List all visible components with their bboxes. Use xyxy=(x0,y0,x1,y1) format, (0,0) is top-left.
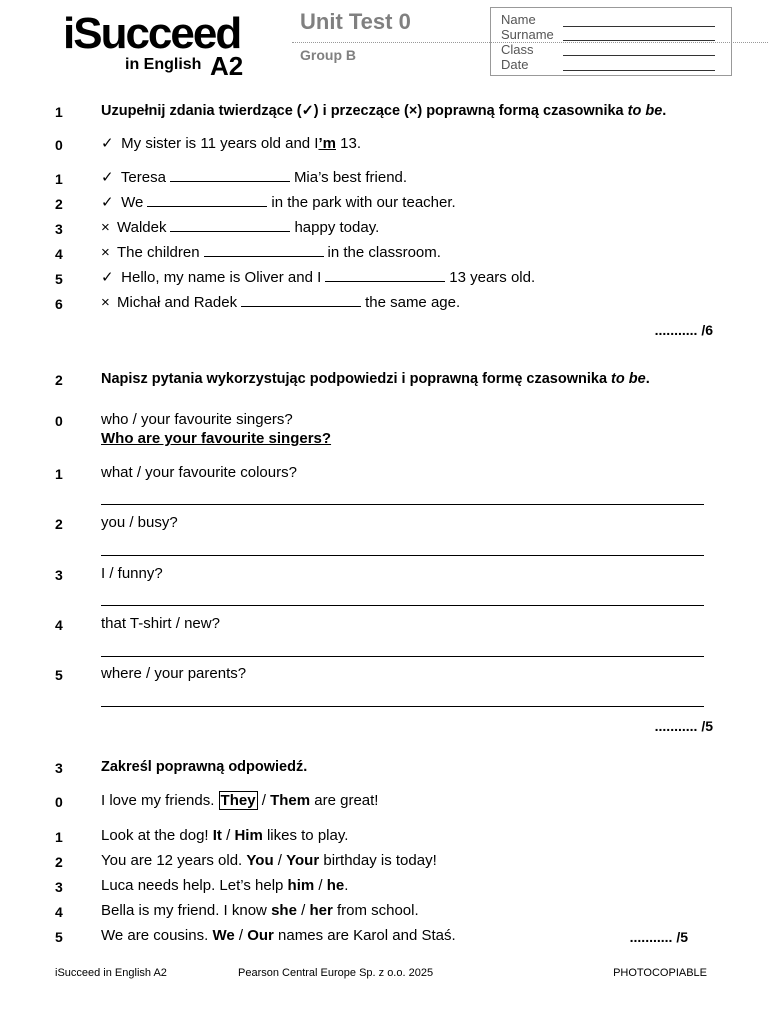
question-prompt: you / busy? xyxy=(101,514,178,531)
isucceed-logo xyxy=(63,9,253,84)
answer-blank[interactable] xyxy=(241,294,361,307)
item-number: 5 xyxy=(55,271,63,287)
item-number: 6 xyxy=(55,296,63,312)
tick-icon: ✓ xyxy=(101,194,114,211)
student-info-box xyxy=(490,7,732,76)
list-item: × The children in the classroom. xyxy=(101,244,441,261)
answer-line[interactable] xyxy=(101,642,704,657)
list-item: You are 12 years old. You / Your birthday is today! xyxy=(101,852,437,869)
option-2[interactable]: Him xyxy=(234,827,263,844)
tick-icon: ✓ xyxy=(101,169,114,186)
answer-blank[interactable] xyxy=(147,194,267,207)
list-item: Bella is my friend. I know she / her from school. xyxy=(101,902,419,919)
exercise-1-instruction: Uzupełnij zdania twierdzące (✓) i przeczące (×) poprawną formą czasownika to be. xyxy=(101,103,667,119)
tick-icon: ✓ xyxy=(301,103,314,119)
class-field[interactable] xyxy=(563,41,715,56)
option-1[interactable]: You xyxy=(246,852,274,869)
item-number: 2 xyxy=(55,196,63,212)
exercise-2-score: ........... /5 xyxy=(654,718,713,734)
list-item: We are cousins. We / Our names are Karol and Staś. xyxy=(101,927,456,944)
footer-right: PHOTOCOPIABLE xyxy=(613,967,707,979)
cross-icon: × xyxy=(101,294,110,311)
tick-icon: ✓ xyxy=(101,269,114,286)
exercise-2-example-number: 0 xyxy=(55,413,63,429)
option-1[interactable]: him xyxy=(287,877,315,894)
option-2[interactable]: Our xyxy=(247,927,274,944)
logo-level-text: A2 xyxy=(210,51,244,81)
exercise-2-example-prompt: who / your favourite singers? xyxy=(101,411,293,428)
exercise-3-instruction: Zakreśl poprawną odpowiedź. xyxy=(101,759,308,775)
item-number: 1 xyxy=(55,829,63,845)
logo-sub-text: in English xyxy=(125,56,202,73)
answer-line[interactable] xyxy=(101,490,704,505)
exercise-2-example-answer: Who are your favourite singers? xyxy=(101,430,332,447)
answer-line[interactable] xyxy=(101,591,704,606)
answer-blank[interactable] xyxy=(170,169,290,182)
option-2[interactable]: Your xyxy=(286,852,320,869)
answer-blank[interactable] xyxy=(204,244,324,257)
name-label: Name xyxy=(501,12,536,27)
option-2[interactable]: he xyxy=(326,877,345,894)
option-1[interactable]: It xyxy=(212,827,222,844)
item-number: 3 xyxy=(55,567,63,583)
tick-icon: ✓ xyxy=(101,135,114,152)
cross-icon: × xyxy=(101,244,110,261)
option-1[interactable]: she xyxy=(271,902,297,919)
item-number: 4 xyxy=(55,617,63,633)
item-number: 5 xyxy=(55,667,63,683)
exercise-1-score: ........... /6 xyxy=(654,322,713,338)
list-item: ✓ Hello, my name is Oliver and I 13 years old. xyxy=(101,269,536,286)
item-number: 1 xyxy=(55,171,63,187)
answer-blank[interactable] xyxy=(325,269,445,282)
exercise-2-number: 2 xyxy=(55,372,63,388)
exercise-1-example-number: 0 xyxy=(55,137,63,153)
question-prompt: I / funny? xyxy=(101,565,163,582)
footer-left: iSucceed in English A2 xyxy=(55,967,167,979)
group-label: Group B xyxy=(300,47,356,63)
cross-icon: × xyxy=(408,103,418,119)
footer-center: Pearson Central Europe Sp. z o.o. 2025 xyxy=(238,967,434,979)
item-number: 4 xyxy=(55,904,63,920)
logo-main-text: iSucceed xyxy=(63,9,241,58)
page-title: Unit Test 0 xyxy=(300,9,411,34)
list-item: ✓ We in the park with our teacher. xyxy=(101,194,456,211)
list-item: Luca needs help. Let’s help him / he. xyxy=(101,877,349,894)
exercise-3-number: 3 xyxy=(55,760,63,776)
question-prompt: what / your favourite colours? xyxy=(101,464,297,481)
date-label: Date xyxy=(501,57,529,72)
exercise-1-number: 1 xyxy=(55,104,63,120)
name-field[interactable] xyxy=(563,12,715,27)
item-number: 5 xyxy=(55,929,63,945)
list-item: Look at the dog! It / Him likes to play. xyxy=(101,827,349,844)
item-number: 3 xyxy=(55,879,63,895)
item-number: 2 xyxy=(55,516,63,532)
circled-answer: They xyxy=(220,792,256,809)
class-label: Class xyxy=(501,42,534,57)
date-field[interactable] xyxy=(563,56,715,71)
question-prompt: that T-shirt / new? xyxy=(101,615,220,632)
option-1[interactable]: We xyxy=(212,927,235,944)
exercise-2-instruction: Napisz pytania wykorzystując podpowiedzi i poprawną formę czasownika to be. xyxy=(101,371,650,387)
surname-field[interactable] xyxy=(563,26,715,41)
item-number: 1 xyxy=(55,466,63,482)
item-number: 4 xyxy=(55,246,63,262)
exercise-1-example: ✓ My sister is 11 years old and I’m 13. xyxy=(101,135,362,152)
item-number: 3 xyxy=(55,221,63,237)
list-item: × Michał and Radek the same age. xyxy=(101,294,461,311)
list-item: ✓ Teresa Mia’s best friend. xyxy=(101,169,408,186)
exercise-3-example: I love my friends. They / Them are great! xyxy=(101,792,379,809)
exercise-3-example-number: 0 xyxy=(55,794,63,810)
surname-label: Surname xyxy=(501,27,554,42)
answer-blank[interactable] xyxy=(170,219,290,232)
option-2[interactable]: her xyxy=(309,902,333,919)
cross-icon: × xyxy=(101,219,110,236)
answer-line[interactable] xyxy=(101,541,704,556)
item-number: 2 xyxy=(55,854,63,870)
example-answer: ’m xyxy=(318,135,336,152)
list-item: × Waldek happy today. xyxy=(101,219,380,236)
exercise-3-score: ........... /5 xyxy=(629,929,688,945)
answer-line[interactable] xyxy=(101,692,704,707)
question-prompt: where / your parents? xyxy=(101,665,247,682)
